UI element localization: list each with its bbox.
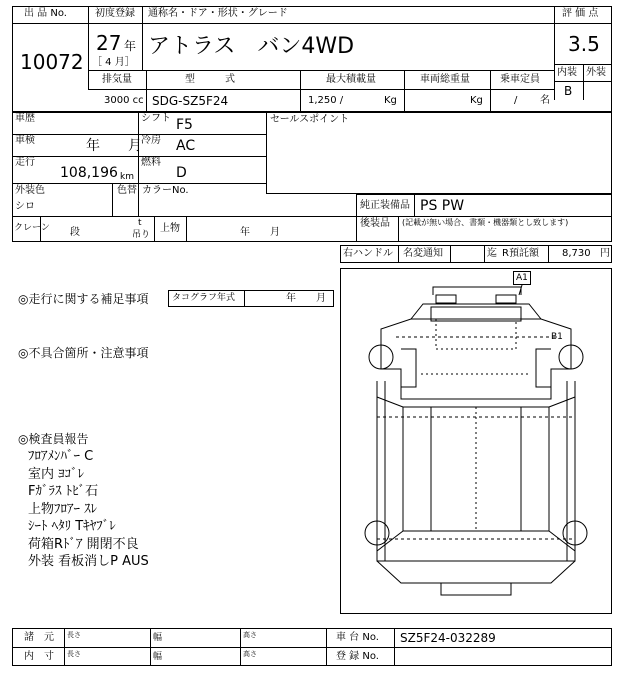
upper-date: 年 月: [240, 227, 280, 238]
specs-row-label: 諸 元: [24, 632, 54, 643]
lot-no: 10072: [20, 50, 84, 74]
list-item: ｼｰﾄ ﾍﾀﾘ Tｷﾔﾌﾞﾚ: [28, 519, 116, 534]
displacement-value: 3000 cc: [104, 95, 144, 106]
length-label: 長さ: [67, 650, 81, 658]
inspector-report-label: ◎検査員報告: [18, 432, 89, 446]
std-equip-label: 純正装備品: [360, 200, 410, 211]
recycle-deposit-amount: 8,730: [562, 248, 591, 259]
list-item: Fｶﾞﾗｽ ﾄﾋﾞ石: [28, 484, 99, 499]
lot-no-label: 出 品 No.: [24, 8, 67, 19]
list-item: 外装 看板消しP AUS: [28, 554, 149, 569]
list-item: 室内 ﾖｺﾞﾚ: [28, 466, 85, 482]
height-label: 高さ: [243, 631, 257, 639]
inspector-report-list: [28, 448, 149, 571]
steering-value: 右ハンドル: [343, 248, 393, 259]
std-equip-value: PS PW: [420, 198, 465, 214]
interior-grade: B: [564, 84, 573, 98]
capacity-unit: 名: [540, 95, 550, 106]
vehicle-diagram: [340, 268, 612, 614]
mileage-unit: km: [120, 172, 134, 182]
crane-label: クレーン: [14, 223, 50, 233]
yen-unit: 円: [600, 248, 610, 259]
fuel-label: 燃料: [141, 157, 161, 168]
color-no-label: 色替: [117, 185, 137, 196]
list-item: 上物ﾌﾛｱｰ ｽﾚ: [28, 501, 98, 517]
damage-code: A1: [516, 273, 528, 283]
color-code-label: カラーNo.: [142, 185, 189, 196]
crane-tier: 段: [70, 227, 80, 238]
defects-label: ◎不具合箇所・注意事項: [18, 346, 149, 360]
crane-hang: 吊り: [132, 230, 151, 240]
height-label: 高さ: [243, 650, 257, 658]
first-reg-year: 27: [96, 31, 122, 55]
ext-color-value: シロ: [15, 201, 35, 212]
driving-notes-label: ◎走行に関する補足事項: [18, 292, 149, 306]
overall-grade: 3.5: [568, 32, 600, 56]
chassis-value: SZ5F24-032289: [400, 631, 496, 645]
crane-ton: t: [138, 218, 142, 228]
registration-label: 登 録 No.: [336, 651, 379, 662]
recycle-deposit-label: R預託額: [502, 248, 539, 259]
grade-label: 評 価 点: [562, 8, 599, 19]
max-load-unit: Kg: [384, 95, 397, 106]
length-label: 長さ: [67, 631, 81, 639]
upper-label: 上物: [160, 223, 180, 234]
damage-mark-b1: B1: [551, 332, 563, 342]
mileage-label: 走行: [15, 157, 35, 168]
inspection-value: 年 月: [86, 138, 142, 154]
width-label: 幅: [153, 633, 163, 643]
gross-weight-unit: Kg: [470, 95, 483, 106]
max-load-value: 1,250 /: [308, 95, 344, 106]
interior-label: 内装: [557, 67, 577, 78]
aftermarket-label: 後装品: [360, 218, 390, 229]
list-item: 荷箱Rﾄﾞｱ 開閉不良: [28, 536, 139, 552]
first-reg-month: ［ 4 月］: [92, 57, 135, 68]
chassis-label: 車 台 No.: [336, 632, 379, 643]
year-unit: 年: [124, 39, 137, 53]
car-name: アトラス バン4WD: [148, 34, 355, 59]
list-item: ﾌﾛｱﾒﾝﾊﾞｰ C: [28, 449, 94, 464]
mark-a1-leader: [341, 269, 611, 329]
title-transfer-label: 名変通知: [403, 248, 443, 259]
shift-value: F5: [176, 117, 193, 133]
max-load-label: 最大積載量: [326, 74, 376, 85]
gross-weight-label: 車両総重量: [420, 74, 470, 85]
inspection-label: 車検: [15, 135, 35, 146]
zei-label: 迄: [487, 248, 497, 259]
sales-point-label: セールスポイント: [270, 114, 350, 125]
mileage-value: 108,196: [60, 165, 118, 181]
aftermarket-note: (記載が無い場合、書類・機器類とし致します): [402, 218, 569, 227]
ext-color-label: 外装色: [15, 185, 45, 196]
first-reg-label: 初度登録: [95, 8, 135, 19]
model-label: 型 式: [185, 74, 235, 85]
tachograph-value: 年 月: [286, 293, 326, 304]
displacement-label: 排気量: [102, 74, 132, 85]
tachograph-label: タコグラフ年式: [172, 293, 236, 303]
model-value: SDG-SZ5F24: [152, 94, 229, 108]
ac-value: AC: [176, 138, 196, 154]
capacity-value: /: [514, 95, 518, 106]
capacity-label: 乗車定員: [500, 74, 540, 85]
width-label: 幅: [153, 652, 163, 662]
exterior-label: 外装: [586, 67, 606, 78]
fuel-value: D: [176, 165, 187, 181]
dimensions-row-label: 内 寸: [24, 651, 54, 662]
car-name-label: 通称名・ドア・形状・グレード: [148, 8, 288, 19]
ac-label: 冷房: [141, 135, 161, 146]
history-label: 車歴: [15, 113, 35, 124]
shift-label: シフト: [141, 113, 171, 124]
